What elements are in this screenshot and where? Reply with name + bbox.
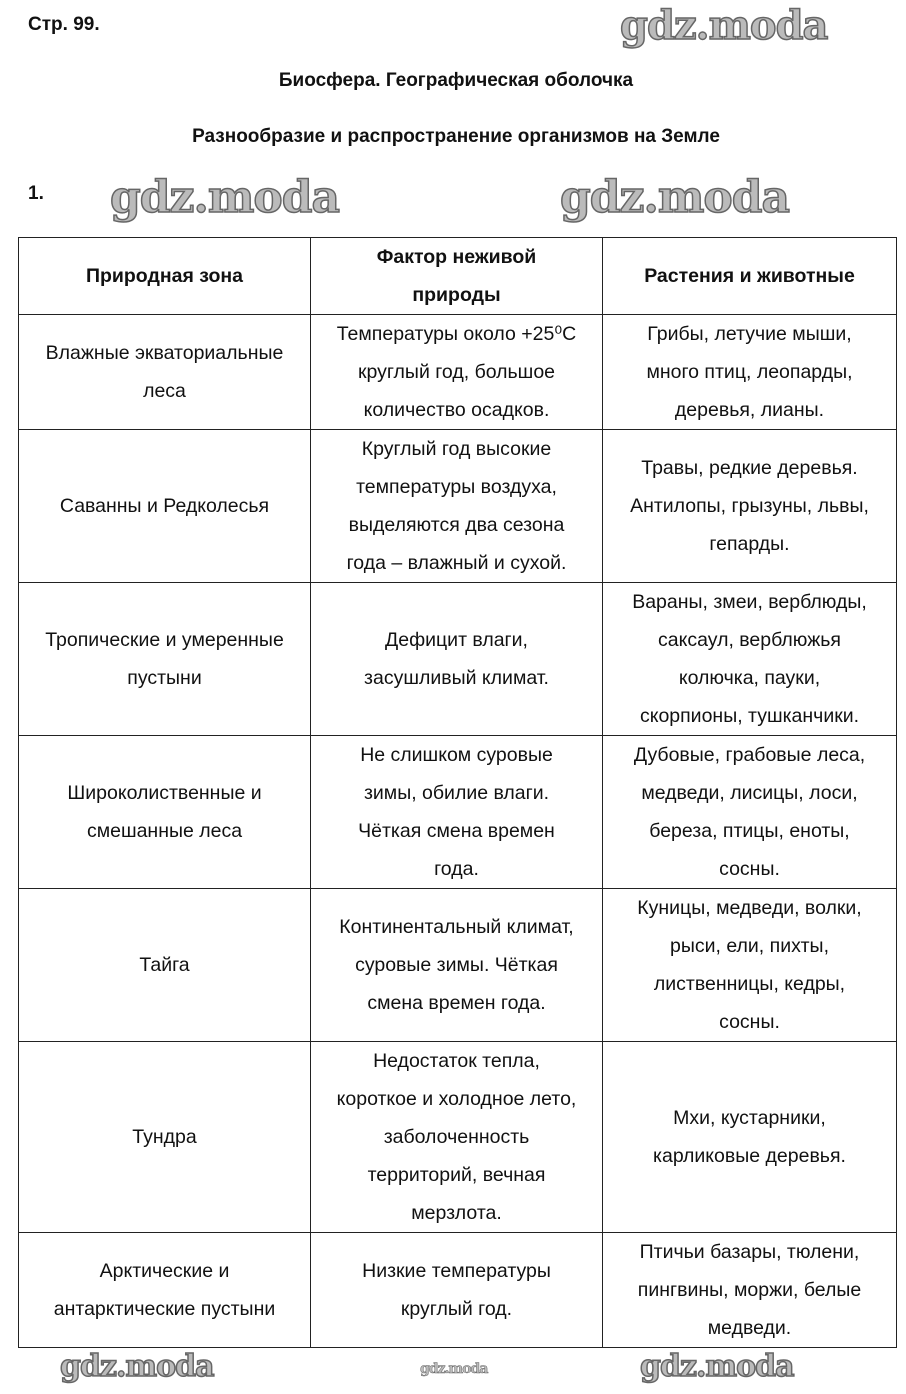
organisms-cell: Травы, редкие деревья. Антилопы, грызуны, львы, гепарды.	[603, 430, 897, 583]
factor-cell: Круглый год высокие температуры воздуха, выделяются два сезона года – влажный и сухой.	[311, 430, 603, 583]
page-title: Биосфера. Географическая оболочка	[278, 70, 634, 91]
watermark: gdz.moda	[560, 172, 790, 223]
nature-zones-table	[18, 237, 897, 1348]
watermark: gdz.moda	[420, 1361, 488, 1377]
factor-cell: Недостаток тепла, короткое и холодное лето, заболоченность территорий, вечная мерзлота.	[311, 1042, 603, 1233]
table-header-row	[19, 238, 897, 315]
watermark: gdz.moda	[620, 2, 828, 49]
table-row	[19, 315, 897, 430]
table-row	[19, 736, 897, 889]
zone-cell: Тундра	[19, 1042, 311, 1233]
table-row	[19, 430, 897, 583]
table-row	[19, 889, 897, 1042]
zone-cell: Тайга	[19, 889, 311, 1042]
table-row	[19, 1042, 897, 1233]
factor-cell: Температуры около +25⁰С круглый год, большое количество осадков.	[311, 315, 603, 430]
organisms-cell: Куницы, медведи, волки, рыси, ели, пихты, лиственницы, кедры, сосны.	[603, 889, 897, 1042]
factor-cell: Дефицит влаги, засушливый климат.	[311, 583, 603, 736]
watermark: gdz.moda	[110, 172, 340, 223]
header-factor: Фактор неживой природы	[311, 238, 603, 315]
organisms-cell: Грибы, летучие мыши, много птиц, леопарды, деревья, лианы.	[603, 315, 897, 430]
organisms-cell: Вараны, змеи, верблюды, саксаул, верблюжья колючка, пауки, скорпионы, тушканчики.	[603, 583, 897, 736]
page-subtitle: Разнообразие и распространение организмов на Земле	[192, 126, 720, 147]
zone-cell: Саванны и Редколесья	[19, 430, 311, 583]
header-organisms: Растения и животные	[603, 238, 897, 315]
zone-cell: Широколиственные и смешанные леса	[19, 736, 311, 889]
table-row	[19, 583, 897, 736]
factor-cell: Не слишком суровые зимы, обилие влаги. Чёткая смена времен года.	[311, 736, 603, 889]
zone-cell: Влажные экваториальные леса	[19, 315, 311, 430]
zone-cell: Арктические и антарктические пустыни	[19, 1233, 311, 1348]
page-number: Стр. 99.	[28, 14, 100, 35]
organisms-cell: Птичьи базары, тюлени, пингвины, моржи, белые медведи.	[603, 1233, 897, 1348]
task-number: 1.	[28, 183, 44, 204]
watermark: gdz.moda	[60, 1349, 214, 1384]
factor-cell: Континентальный климат, суровые зимы. Чёткая смена времен года.	[311, 889, 603, 1042]
organisms-cell: Мхи, кустарники, карликовые деревья.	[603, 1042, 897, 1233]
table-row	[19, 1233, 897, 1348]
factor-cell: Низкие температуры круглый год.	[311, 1233, 603, 1348]
header-zone: Природная зона	[19, 238, 311, 315]
organisms-cell: Дубовые, грабовые леса, медведи, лисицы, лоси, береза, птицы, еноты, сосны.	[603, 736, 897, 889]
zone-cell: Тропические и умеренные пустыни	[19, 583, 311, 736]
watermark: gdz.moda	[640, 1349, 794, 1384]
